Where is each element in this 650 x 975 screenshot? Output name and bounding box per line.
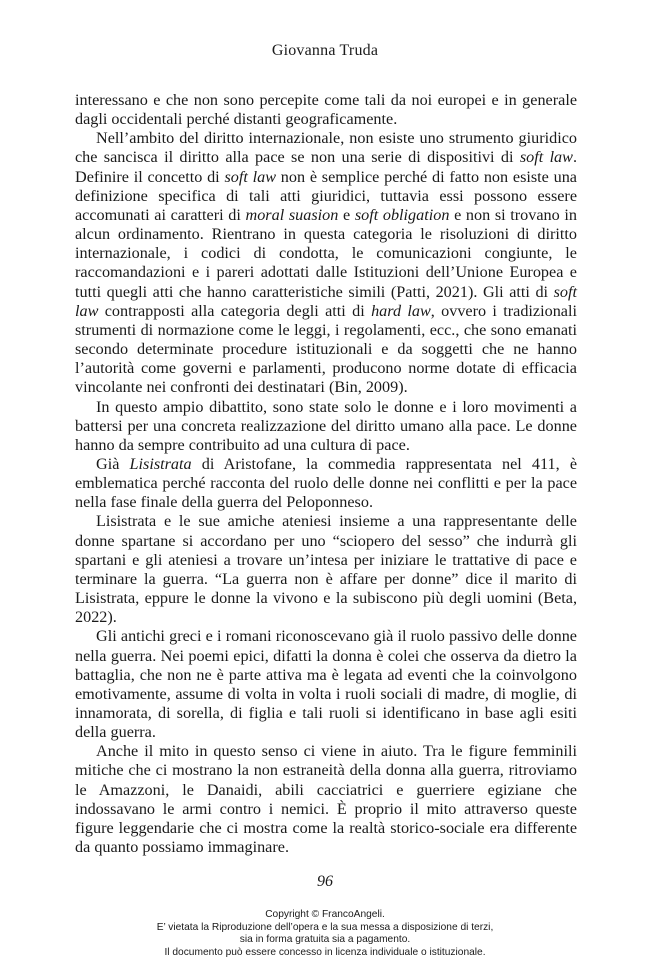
copyright-line: Copyright © FrancoAngeli. — [265, 909, 385, 920]
paragraph-women-debate: In questo ampio dibattito, sono state solo le donne e i loro movimenti a battersi per una concreta realizzazione del diritto umano alla pace. Le donne hanno da sempre contribuito ad una cultura di pace. — [75, 397, 577, 454]
paragraph-soft-law: Nell’ambito del diritto internazionale, non esiste uno strumento giuridico che sancisca il diritto alla pace se non una serie di dispositivi di soft law. Definire il concetto di soft law non è semplice perché di fatto non esiste una definizione specifica di tali atti giuridici, tuttavia essi possono essere accomunati ai caratteri di moral suasion e soft obligation e non si trovano in alcun ordinamento. Rientrano in questa categoria le risoluzioni di diritto internazionale, i codici di condotta, le comunicazioni congiunte, le raccomandazioni e i pareri adottati dalle Istituzioni dell’Unione Europea e tutti quegli atti che hanno caratteristiche simili (Patti, 2021). Gli atti di soft law contrapposti alla categoria degli atti di hard law, ovvero i tradizionali strumenti di normazione come le leggi, i regolamenti, ecc., che sono emanati secondo determinate procedure istituzionali e da soggetti che ne hanno l’autorità come governi e parlamenti, producono norme dotate di efficacia vincolante nei confronti dei destinatari (Bin, 2009). — [75, 129, 577, 397]
copyright-line: Il documento può essere concesso in licenza individuale o istituzionale. — [164, 947, 486, 959]
page-number: 96 — [317, 873, 333, 890]
paragraph-myth: Anche il mito in questo senso ci viene in aiuto. Tra le figure femminili mitiche che ci mostrano la non estraneità della donna alla guerra, ritroviamo le Amazzoni, le Danaidi, abili cacciatrici e guerriere egiziane che indossavano le armi contro i nemici. È proprio il mito attraverso queste figure leggendarie che ci mostra come la realtà storico-sociale era differente da quanto possiamo immaginare. — [75, 742, 577, 857]
running-header-author: Giovanna Truda — [271, 42, 379, 59]
copyright-line: E’ vietata la Riproduzione dell’opera e la sua messa a disposizione di terzi, — [156, 921, 494, 933]
body-text — [75, 91, 577, 857]
paragraph-lisistrata: Già Lisistrata di Aristofane, la commedia rappresentata nel 411, è emblematica perché racconta del ruolo delle donne nei conflitti e per la pace nella fase finale della guerra del Peloponneso. — [75, 454, 577, 512]
copyright-line: sia in forma gratuita sia a pagamento. — [239, 934, 411, 946]
paragraph-ancient-greeks: Gli antichi greci e i romani riconoscevano già il ruolo passivo delle donne nella guerra. Nei poemi epici, difatti la donna è colei che osserva da dietro la battaglia, che non ne è parte attiva ma è legata ad eventi che la coinvolgono emotivamente, assume di volta in volta i ruoli sociali di madre, di moglie, di innamorata, di sorella, di figlia e tali ruoli si identificano in base agli esiti della guerra. — [75, 627, 577, 742]
copyright-notice — [0, 909, 650, 960]
paragraph-continuation: interessano e che non sono percepite come tali da noi europei e in generale dagli occidentali perché distanti geograficamente. — [75, 91, 577, 129]
paragraph-sex-strike: Lisistrata e le sue amiche ateniesi insieme a una rappresentante delle donne spartane si accordano per uno “sciopero del sesso” che indurrà gli spartani e gli ateniesi a trovare un’intesa per iniziare le trattative di pace e terminare la guerra. “La guerra non è affare per donne” dice il marito di Lisistrata, eppure le donne la vivono e la subiscono più degli uomini (Beta, 2022). — [75, 512, 577, 627]
